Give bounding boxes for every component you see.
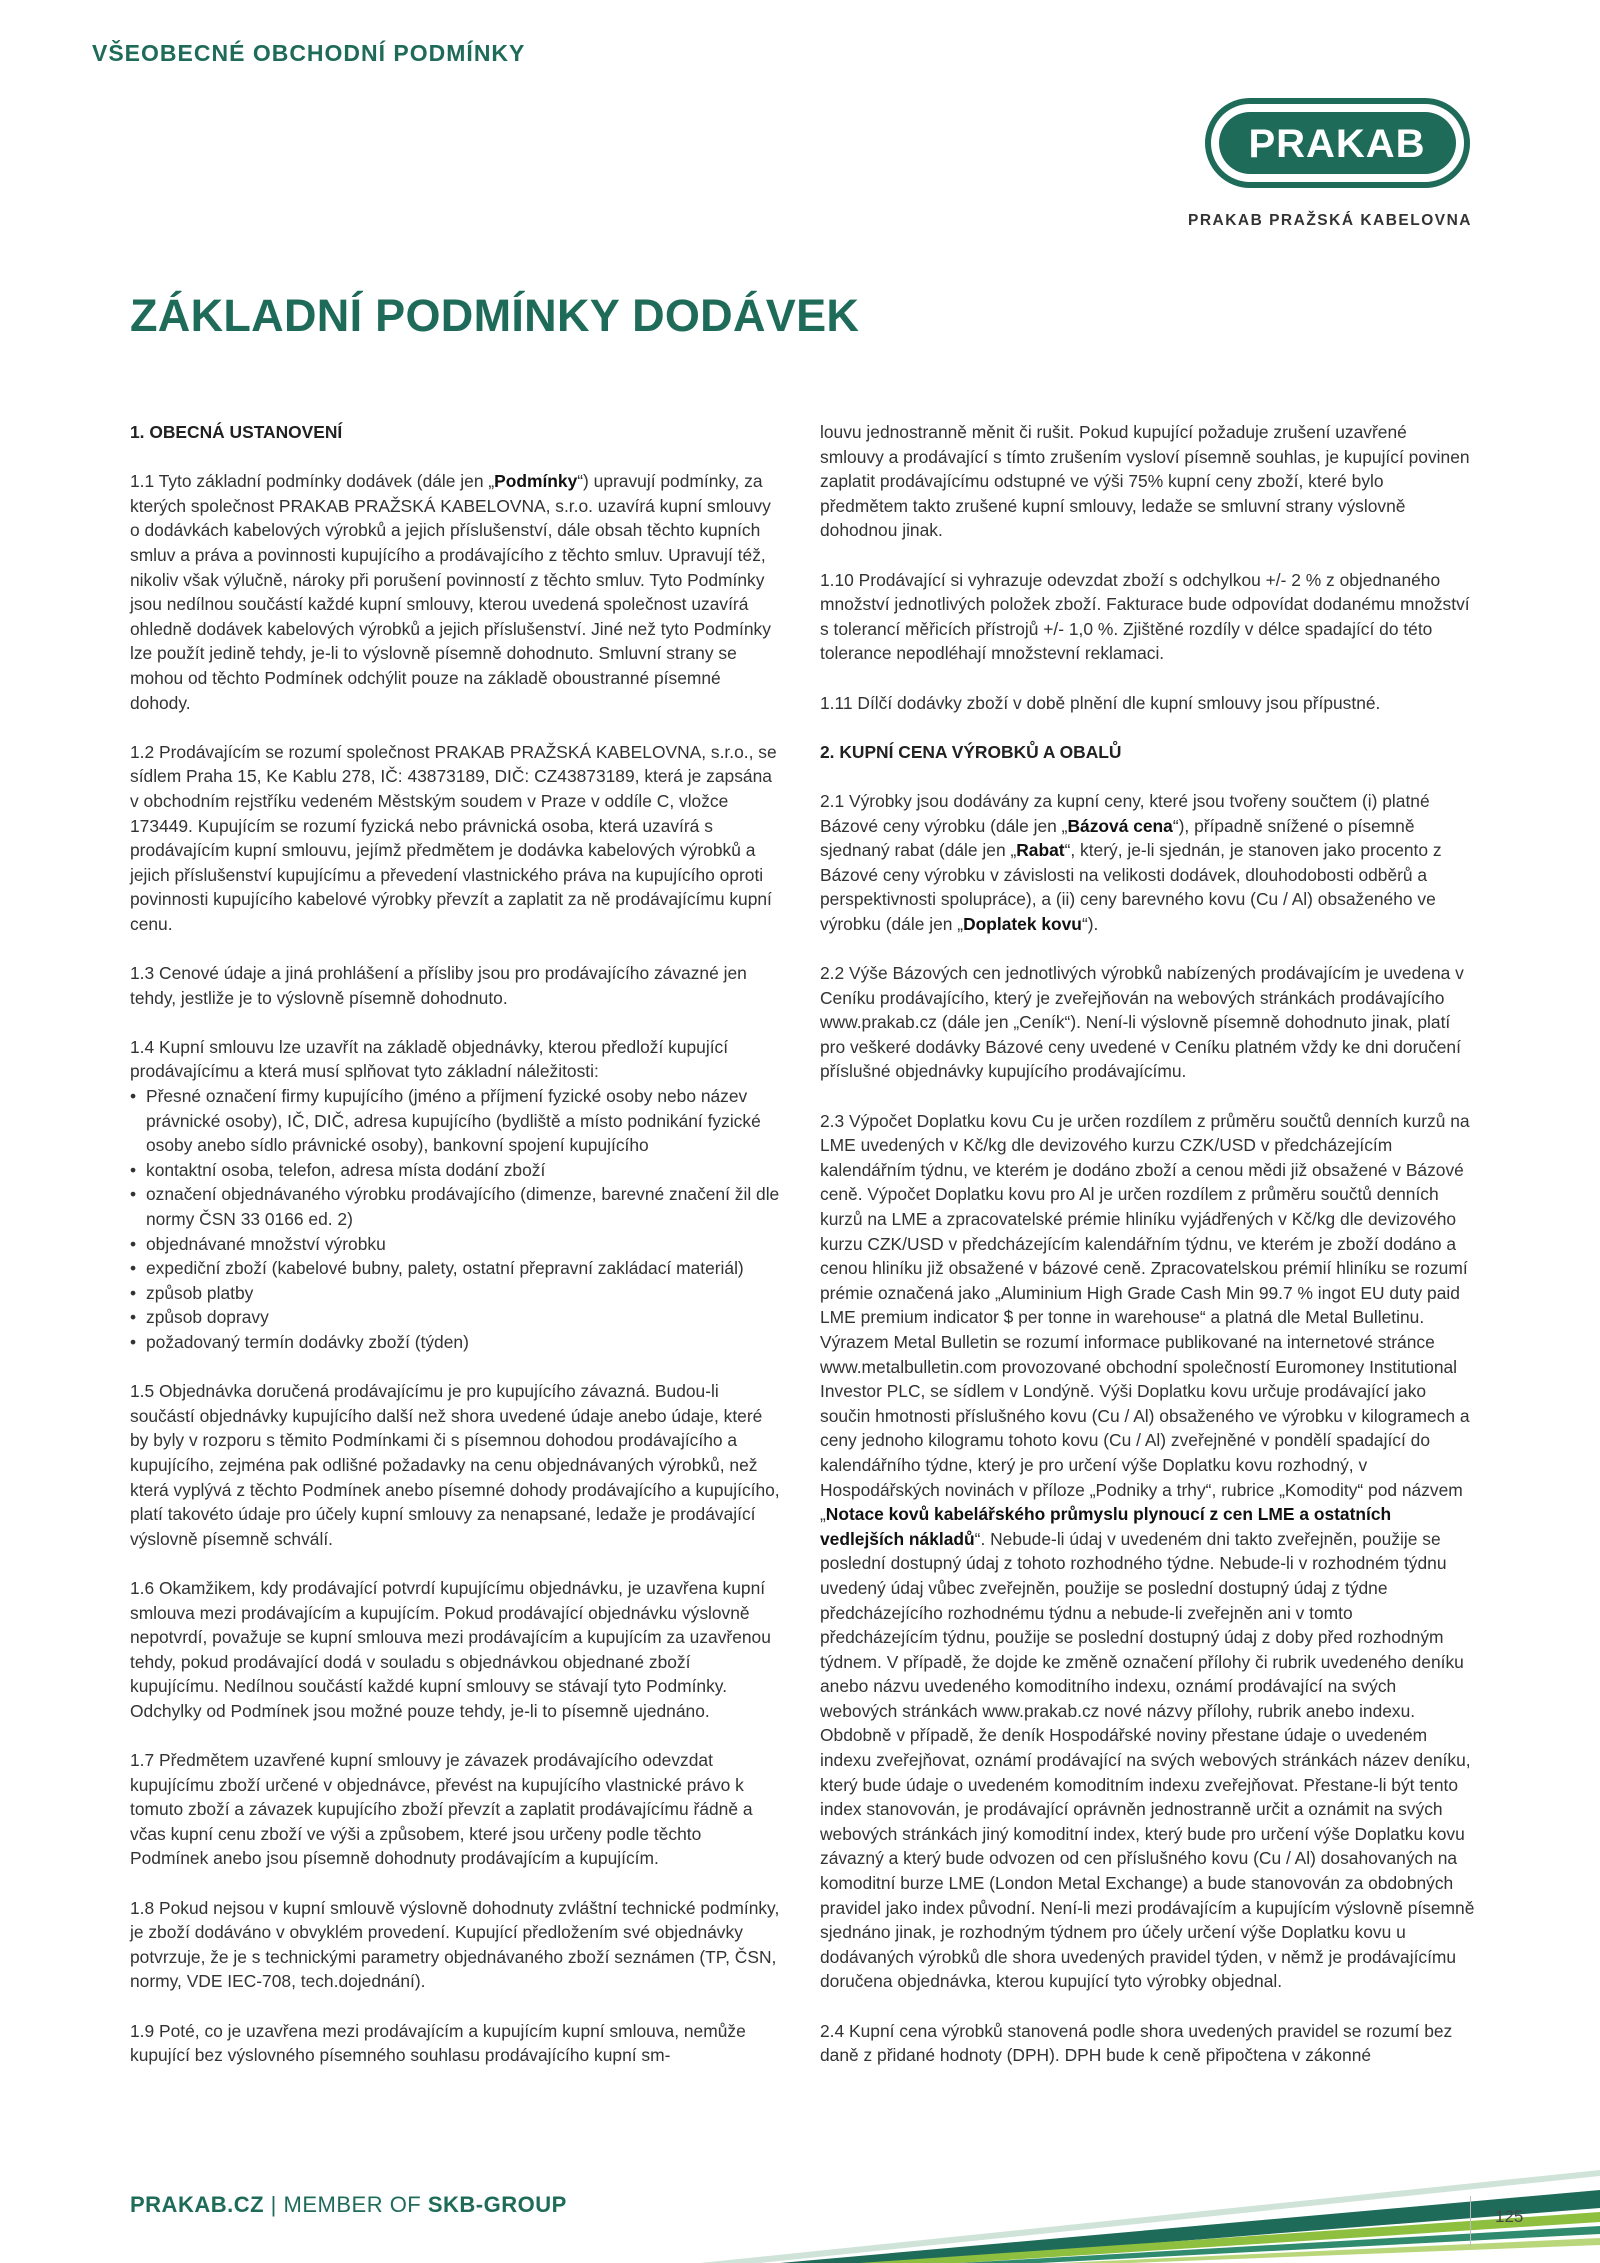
section-heading-2: 2. KUPNÍ CENA VÝROBKŮ A OBALŮ [820, 741, 1122, 762]
paragraph-1-3: 1.3 Cenové údaje a jiná prohlášení a přísliby jsou pro prodávajícího závazné jen tehdy, jestliže je to výslovně písemně dohodnuto. [130, 963, 747, 1008]
list-item: • expediční zboží (kabelové bubny, palety, ostatní přepravní zakládací materiál) [130, 1256, 780, 1281]
paragraph-1-9: 1.9 Poté, co je uzavřena mezi prodávajícím a kupujícím kupní smlouva, nemůže kupující bez výslovného písemného souhlasu prodávajícího kupní sm- [130, 2020, 746, 2066]
page-number-divider [1470, 2196, 1471, 2246]
list-item: • způsob platby [130, 1281, 780, 1306]
page-number: 125 [1495, 2207, 1524, 2226]
list-item: • způsob dopravy [130, 1305, 780, 1330]
requirements-list [130, 1084, 780, 1355]
paragraph-1-4: 1.4 Kupní smlouvu lze uzavřít na základě objednávky, kterou předloží kupující prodávajícímu a která musí splňovat tyto základní náležitosti: [130, 1036, 729, 1082]
paragraph-1-8: 1.8 Pokud nejsou v kupní smlouvě výslovně dohodnuty zvláštní technické podmínky, je zboží dodáváno v obvyklém provedení. Kupující předložením své objednávky potvrzuje, že je s technickými parametry objednávaného zboží seznámen (TP, ČSN, normy, VDE IEC-708, tech.dojednání). [130, 1897, 780, 1992]
right-column [820, 420, 1475, 2092]
paragraph-1-10: 1.10 Prodávající si vyhrazuje odevzdat zboží s odchylkou +/- 2 % z objednaného množství jednotlivých položek zboží. Fakturace bude odpovídat dodanému množství s tolerancí měřicích přístrojů +/- 1,0 %. Zjištěné rozdíly v délce spadající do této tolerance nepodléhají množstevní reklamaci. [820, 569, 1470, 664]
paragraph-2-3: 2.3 Výpočet Doplatku kovu Cu je určen rozdílem z průměru součtů denních kurzů na LME uvedených v Kč/kg dle devizového kurzu CZK/USD v předcházejícím kalendářním týdnu, ve kterém je dodáno zboží a cenou mědi již obsažené v Bázové ceně. Výpočet Doplatku kovu pro Al je určen rozdílem z průměru součtů denních kurzů na LME a zpracovatelské prémie hliníku vyjádřených v Kč/kg dle devizového kurzu CZK/USD v předcházejícím kalendářním týdnu, ve kterém je zboží dodáno a cenou hliníku již obsažené v bázové ceně. Zpracovatelskou prémií hliníku se rozumí prémie označená jako „Aluminium High Grade Cash Min 99.7 % ingot EU duty paid LME premium indicator $ per tonne in warehouse“ a platná dle Metal Bulletinu. Výrazem Metal Bulletin se rozumí informace publikované na internetové stránce www.metalbulletin.com provozované obchodní společností Euromoney Institutional Investor PLC, se sídlem v Londýně. Výši Doplatku kovu určuje prodávající jako součin hmotnosti příslušného kovu (Cu / Al) obsaženého ve výrobku v kilogramech a ceny jednoho kilogramu tohoto kovu (Cu / Al) zveřejněné v pondělí spadající do kalendářního týdne, který je pro určení výše Doplatku kovu rozhodný, v Hospodářských novinách v příloze „Podniky a trhy“, rubrice „Komodity“ pod názvem „Notace kovů kabelářského průmyslu plynoucí z cen LME a ostatních vedlejších nákladů“. Nebude-li údaj v uvedeném dni takto zveřejněn, použije se poslední dostupný údaj z tohoto rozhodného týdne. Nebude-li v rozhodném týdnu uvedený údaj vůbec zveřejněn, použije se poslední dostupný údaj z týdne předcházejícího rozhodnému týdnu a nebude-li zveřejněn ani v tomto předcházejícím týdnu, použije se poslední dostupný údaj z doby před rozhodným týdnem. V případě, že dojde ke změně označení přílohy či rubrik uvedeného deníku anebo názvu uvedeného komoditního indexu, oznámí prodávající na svých webových stránkách www.prakab.cz nové názvy přílohy, rubrik anebo indexu. Obdobně v případě, že deník Hospodářské noviny přestane údaje o uvedeném indexu zveřejňovat, oznámí prodávající na svých webových stránkách název deníku, který bude údaje o uvedeném komoditním indexu zveřejňovat. Přestane-li být tento index stanovován, je prodávající oprávněn jednostranně určit a oznámit na svých webových stránkách jiný komoditní index, který bude pro určení výše Doplatku kovu závazný a který bude odvozen od cen příslušného kovu (Cu / Al) dosahovaných na komoditní burze LME (London Metal Exchange) a bude stanovován za obdobných pravidel jako index původní. Není-li mezi prodávajícím a kupujícím výslovně písemně sjednáno jinak, je rozhodným týdnem pro účely určení výše Doplatku kovu u dodávaných výrobků dle shora uvedených pravidel týden, v němž je prodávajícímu doručena objednávka, kterou kupující tyto výrobky objednal. [820, 1110, 1475, 1992]
paragraph-1-7: 1.7 Předmětem uzavřené kupní smlouvy je závazek prodávajícího odevzdat kupujícímu zboží určené v objednávce, převést na kupujícího vlastnické právo k tomuto zboží a závazek kupujícího zboží převzít a zaplatit prodávajícímu řádně a včas kupní cenu zboží ve výši a způsobem, které jsou určeny podle těchto Podmínek anebo jsou písemně dohodnuty prodávajícím a kupujícím. [130, 1750, 753, 1869]
paragraph-1-1: 1.1 Tyto základní podmínky dodávek (dále jen „Podmínky“) upravují podmínky, za kterých společnost PRAKAB PRAŽSKÁ KABELOVNA, s.r.o. uzavírá kupní smlouvy o dodávkách kabelových výrobků a jejich příslušenství, dále obsah těchto kupních smluv a práva a povinnosti kupujícího a prodávajícího z těchto smluv. Upravují též, nikoliv však výlučně, nároky při porušení povinností z těchto smluv. Tyto Podmínky jsou nedílnou součástí každé kupní smlouvy, kterou uvedená společnost uzavírá ohledně dodávek kabelových výrobků a jejich příslušenství. Jiné než tyto Podmínky lze použít jedině tehdy, je-li to výslovně písemně dohodnuto. Smluvní strany se mohou od těchto Podmínek odchýlit pouze na základě oboustranné písemné dohody. [130, 471, 771, 713]
paragraph-2-1: 2.1 Výrobky jsou dodávány za kupní ceny, které jsou tvořeny součtem (i) platné Bázové ceny výrobku (dále jen „Bázová cena“), případně snížené o písemně sjednaný rabat (dále jen „Rabat“, který, je-li sjednán, je stanoven jako procento z Bázové ceny výrobku v závislosti na velikosti dodávek, dlouhodobosti odběrů a perspektivnosti spolupráce), a (ii) ceny barevného kovu (Cu / Al) obsaženého ve výrobku (dále jen „Doplatek kovu“). [820, 790, 1442, 934]
left-column [130, 420, 780, 2092]
list-item: • požadovaný termín dodávky zboží (týden) [130, 1330, 780, 1355]
paragraph-2-2: 2.2 Výše Bázových cen jednotlivých výrobků nabízených prodávajícím je uvedena v Ceníku prodávajícího, který je zveřejňován na webových stránkách prodávajícího www.prakab.cz (dále jen „Ceník“). Není-li výslovně písemně dohodnuto jinak, platí pro veškeré dodávky Bázové ceny uvedené v Ceníku platném vždy ke dni doručení příslušné objednávky kupujícího prodávajícímu. [820, 963, 1464, 1082]
footer-group: SKB-GROUP [427, 2192, 567, 2217]
paragraph-1-5: 1.5 Objednávka doručená prodávajícímu je pro kupujícího závazná. Budou-li součástí objednávky kupujícího další než shora uvedené údaje anebo údaje, které by byly v rozporu s těmito Podmínkami či s písemnou dohodou prodávajícího a kupujícího, zejména pak odlišné požadavky na cenu objednávaných výrobků, než která vyplývá z těchto Podmínek anebo písemné dohody prodávajícího a kupujícího, platí takovéto údaje pro účely kupní smlouvy za nenapsané, ledaže je prodávající výslovně písemně schválí. [130, 1381, 780, 1549]
section-label: VŠEOBECNÉ OBCHODNÍ PODMÍNKY [92, 40, 526, 66]
paragraph-2-4: 2.4 Kupní cena výrobků stanovená podle shora uvedených pravidel se rozumí bez daně z přidané hodnoty (DPH). DPH bude k ceně připočtena v zákonné [820, 2020, 1453, 2066]
paragraph-1-9-continued: louvu jednostranně měnit či rušit. Pokud kupující požaduje zrušení uzavřené smlouvy a prodávající s tímto zrušením vysloví písemně souhlas, je kupující povinen zaplatit prodávajícímu odstupné ve výši 75% kupní ceny zboží, které bylo předmětem takto zrušené kupní smlouvy, ledaže se smluvní strany výslovně dohodnou jinak. [820, 422, 1470, 541]
paragraph-1-6: 1.6 Okamžikem, kdy prodávající potvrdí kupujícímu objednávku, je uzavřena kupní smlouva mezi prodávajícím a kupujícím. Pokud prodávající objednávku výslovně nepotvrdí, považuje se kupní smlouva mezi prodávajícím a kupujícím za uzavřenou tehdy, pokud prodávající dodá v souladu s objednávkou objednané zboží kupujícímu. Nedílnou součástí každé kupní smlouvy se stávají tyto Podmínky. Odchylky od Podmínek jsou možné pouze tehdy, je-li to písemně ujednáno. [130, 1577, 771, 1721]
section-heading-1: 1. OBECNÁ USTANOVENÍ [130, 422, 343, 442]
list-item: • kontaktní osoba, telefon, adresa místa dodání zboží [130, 1158, 780, 1183]
footer-brand-line: PRAKAB.CZ | MEMBER OF SKB-GROUP [130, 2192, 567, 2217]
logo-text: PRAKAB [1248, 122, 1426, 166]
paragraph-1-2: 1.2 Prodávajícím se rozumí společnost PRAKAB PRAŽSKÁ KABELOVNA, s.r.o., se sídlem Praha 15, Ke Kablu 278, IČ: 43873189, DIČ: CZ43873189, která je zapsána v obchodním rejstříku vedeném Městským soudem v Praze v oddíle C, vložce 173449. Kupujícím se rozumí fyzická nebo právnická osoba, která uzavírá s prodávajícím kupní smlouvu, jejímž předmětem je dodávka kabelových výrobků a jejich příslušenství kupujícímu a převedení vlastnického práva na kupujícího oproti povinnosti kupujícího kabelové výrobky převzít a zaplatit za ně prodávajícímu kupní cenu. [130, 741, 777, 934]
list-item: • objednávané množství výrobku [130, 1232, 780, 1257]
list-item: • Přesné označení firmy kupujícího (jméno a příjmení fyzické osoby nebo název právnické osoby), IČ, DIČ, adresa kupujícího (bydliště a místo podnikání fyzické osoby anebo sídlo právnické osoby), bankovní spojení kupujícího [130, 1084, 780, 1158]
footer-brand-link[interactable]: PRAKAB.CZ [130, 2192, 265, 2217]
company-name: PRAKAB PRAŽSKÁ KABELOVNA [1187, 212, 1472, 229]
list-item: • označení objednávaného výrobku prodávajícího (dimenze, barevné značení žil dle normy ČSN 33 0166 ed. 2) [130, 1182, 780, 1231]
page-title: ZÁKLADNÍ PODMÍNKY DODÁVEK [130, 290, 860, 341]
prakab-logo [1205, 98, 1470, 188]
paragraph-1-11: 1.11 Dílčí dodávky zboží v době plnění dle kupní smlouvy jsou přípustné. [820, 692, 1381, 713]
